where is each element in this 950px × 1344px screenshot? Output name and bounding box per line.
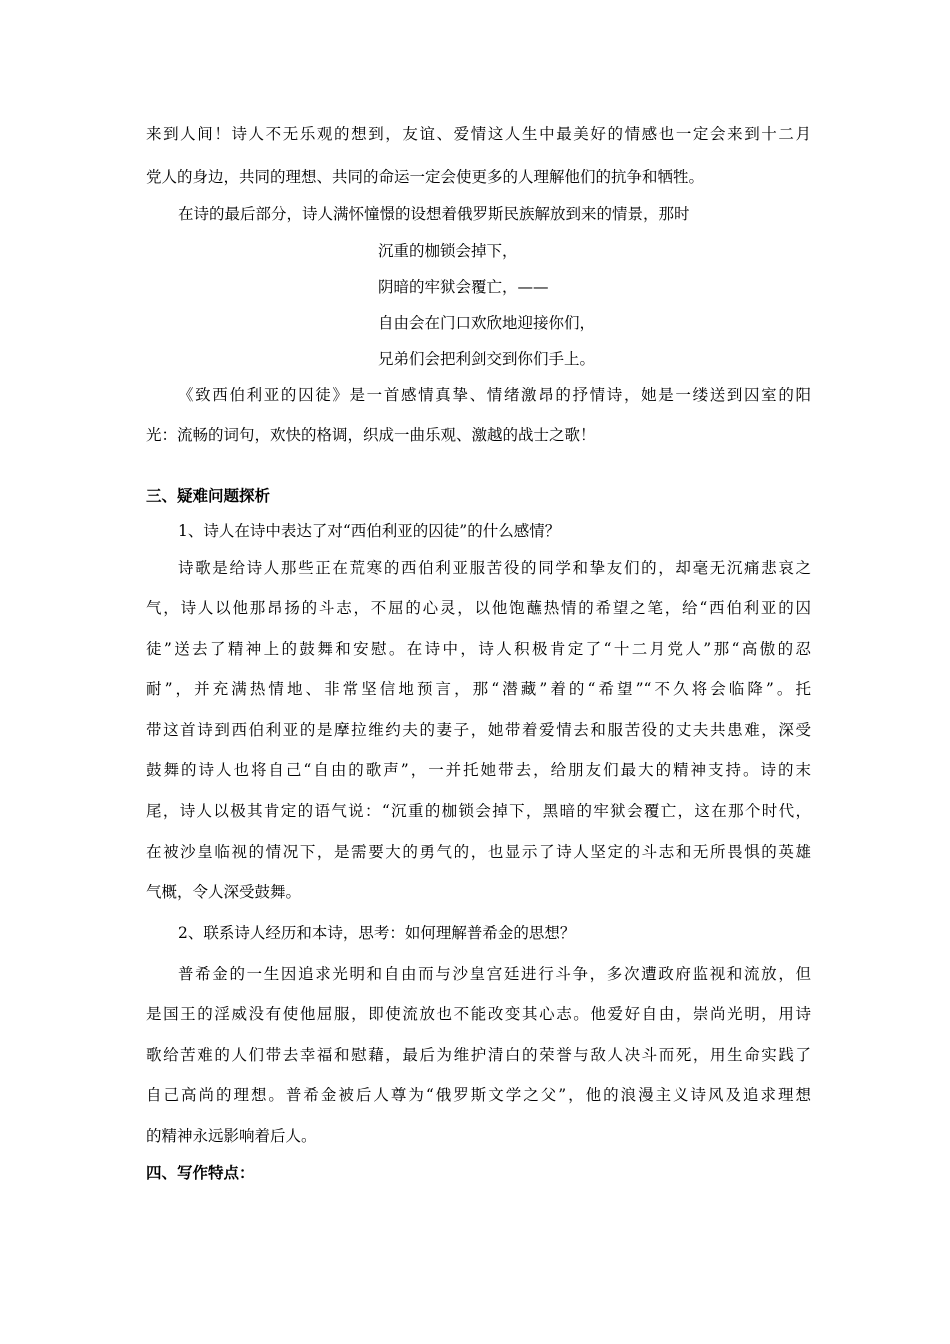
paragraph-line: 尾，诗人以极其肯定的语气说：“沉重的枷锁会掉下，黑暗的牢狱会覆亡，这在那个时代， [146,802,811,820]
section-heading: 四、写作特点： [146,1164,255,1182]
paragraph-line: 《致西伯利亚的囚徒》是一首感情真挚、情绪激昂的抒情诗，她是一缕送到囚室的阳 [178,386,811,404]
verse-line: 沉重的枷锁会掉下， [378,242,518,260]
verse-line: 自由会在门口欢欣地迎接你们， [378,314,596,332]
paragraph-line: 自己高尚的理想。普希金被后人尊为“俄罗斯文学之父”，他的浪漫主义诗风及追求理想 [146,1086,811,1104]
verse-line: 阴暗的牢狱会覆亡，—— [378,278,549,296]
verse-line: 兄弟们会把利剑交到你们手上。 [378,350,596,368]
paragraph-line: 党人的身边，共同的理想、共同的命运一定会使更多的人理解他们的抗争和牺牲。 [146,168,705,186]
paragraph-line: 的精神永远影响着后人。 [146,1127,317,1145]
paragraph-line: 诗歌是给诗人那些正在荒寒的西伯利亚服苦役的同学和挚友们的，却毫无沉痛悲哀之 [178,559,811,577]
paragraph-line: 是国王的淫威没有使他屈服，即使流放也不能改变其心志。他爱好自由，崇尚光明，用诗 [146,1005,811,1023]
paragraph-line: 耐”，并充满热情地、非常坚信地预言，那“潜藏”着的“希望”“不久将会临降”。托 [146,680,811,698]
paragraph-line: 带这首诗到西伯利亚的是摩拉维约夫的妻子，她带着爱情去和服苦役的丈夫共患难，深受 [146,721,811,739]
paragraph-line: 气概，令人深受鼓舞。 [146,883,302,901]
paragraph-line: 光：流畅的词句，欢快的格调，织成一曲乐观、激越的战士之歌！ [146,426,596,444]
question-line: 1、诗人在诗中表达了对“西伯利亚的囚徒”的什么感情？ [178,522,561,540]
paragraph-line: 徒”送去了精神上的鼓舞和安慰。在诗中，诗人积极肯定了“十二月党人”那“高傲的忍 [146,640,811,658]
question-line: 2、联系诗人经历和本诗，思考：如何理解普希金的思想？ [178,924,576,942]
paragraph-line: 鼓舞的诗人也将自己“自由的歌声”，一并托她带去，给朋友们最大的精神支持。诗的末 [146,761,811,779]
paragraph-line: 在被沙皇临视的情况下，是需要大的勇气的，也显示了诗人坚定的斗志和无所畏惧的英雄 [146,843,811,861]
paragraph-line: 来到人间！诗人不无乐观的想到，友谊、爱情这人生中最美好的情感也一定会来到十二月 [146,125,811,143]
paragraph-line: 歌给苦难的人们带去幸福和慰藉，最后为维护清白的荣誉与敌人决斗而死，用生命实践了 [146,1046,811,1064]
paragraph-line: 气，诗人以他那昂扬的斗志，不屈的心灵，以他饱蘸热情的希望之笔，给“西伯利亚的囚 [146,599,811,617]
section-heading: 三、疑难问题探析 [146,487,271,505]
paragraph-line: 在诗的最后部分，诗人满怀憧憬的设想着俄罗斯民族解放到来的情景，那时 [178,205,690,223]
paragraph-line: 普希金的一生因追求光明和自由而与沙皇宫廷进行斗争，多次遭政府监视和流放，但 [178,965,811,983]
